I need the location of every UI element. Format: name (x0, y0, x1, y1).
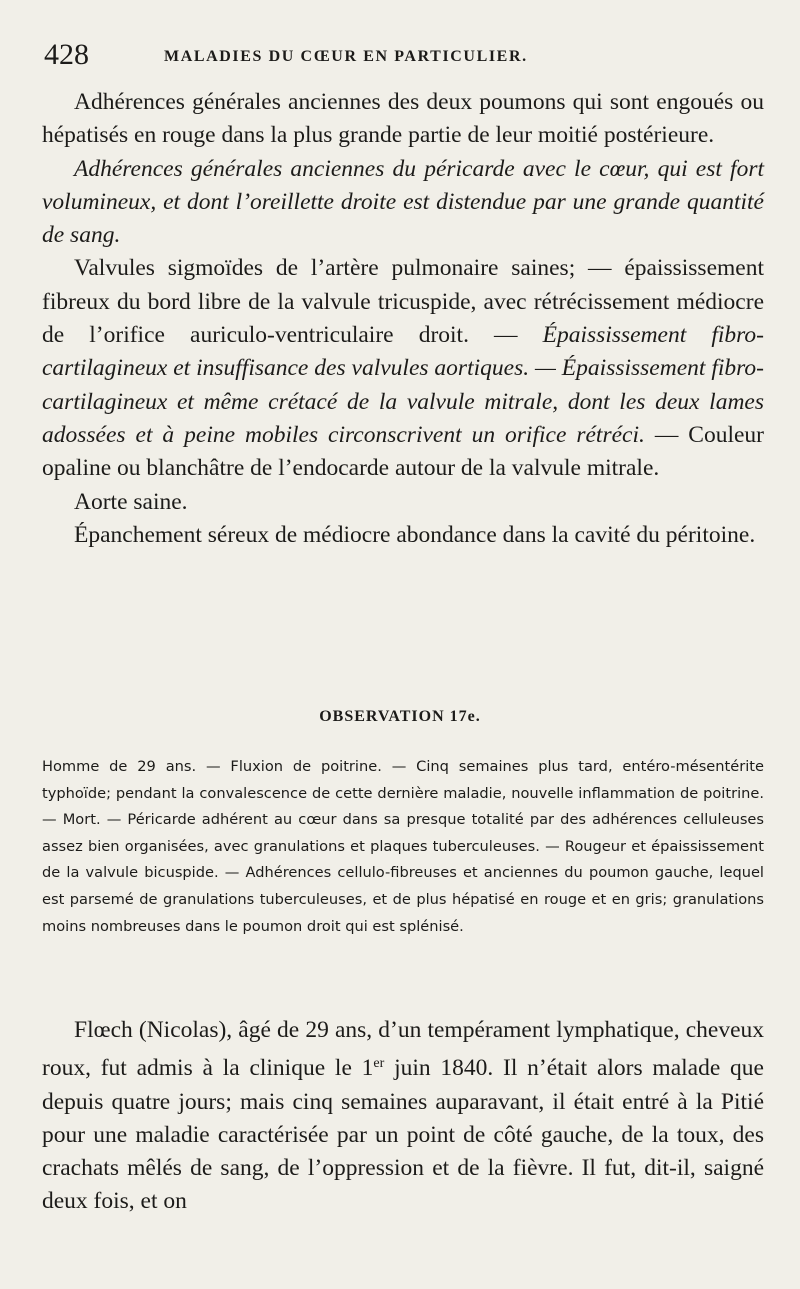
paragraph-case (42, 1014, 764, 1219)
paragraph-peritoneum: Épanchement séreux de médiocre abondance dans la cavité du péritoine. (74, 521, 756, 548)
page-number: 428 (44, 38, 89, 71)
page-header (44, 38, 764, 78)
observation-title: OBSERVATION 17e. (319, 708, 481, 725)
case-text-rest: juin 1840. Il n’était alors malade que depuis quatre jours; mais cinq semaines auparavant, il était entré à la Pitié pour une maladie caractérisée par un point de côté gauche, de la toux, des crachats mêlés de sang, de l’oppression et de la fièvre. Il fut, dit-il, saigné deux fois, et on (42, 1055, 764, 1215)
valves-text-roman: Valvules sigmoïdes de l’artère pulmonaire saines; — épaississement fibreux du bord libre de la valvule tricuspide, avec rétrécissement médiocre de l’orifice auriculo-ventriculaire droit. — (42, 255, 764, 349)
paragraph-lungs: Adhérences générales anciennes des deux poumons qui sont engoués ou hépatisés en rouge dans la plus grande partie de leur moitié postérieure. (42, 89, 764, 149)
case-history (42, 1014, 764, 1219)
valves-text-end: — Couleur opaline ou blanchâtre de l’endocarde autour de la valvule mitrale. (42, 421, 764, 482)
observation-summary (42, 754, 764, 940)
case-superscript: er (373, 1056, 385, 1072)
valves-text-italic: Épaississement fibro-cartilagineux et insuffisance des valvules aortiques. — Épaississement fibro-cartilagineux et même crétacé de la valvule mitrale, dont les deux lames adossées et à peine mobiles circonscrivent un orifice rétréci. (42, 322, 764, 448)
paragraph-pericardium: Adhérences générales anciennes du péricarde avec le cœur, qui est fort volumineux, et dont l’oreillette droite est distendue par une grande quantité de sang. (42, 155, 764, 249)
summary-text: Homme de 29 ans. — Fluxion de poitrine. — Cinq semaines plus tard, entéro-mésentérite typhoïde; pendant la convalescence de cette dernière maladie, nouvelle inflammation de poitrine. — Mort. — Péricarde adhérent au cœur dans sa presque totalité par des adhérences celluleuses assez bien organisées, avec granulations et plaques tuberculeuses. — Rougeur et épaississement de la valvule bicuspide. — Adhérences cellulo-fibreuses et anciennes du poumon gauche, lequel est parsemé de granulations tuberculeuses, et de plus hépatisé en rouge et en gris; granulations moins nombreuses dans le poumon droit qui est splénisé. (42, 758, 764, 935)
autopsy-findings (42, 86, 764, 552)
paragraph-aorta: Aorte saine. (74, 488, 188, 515)
case-text-start: Flœch (Nicolas), âgé de 29 ans, d’un tempérament lymphatique, cheveux roux, fut admis à la clinique le 1 (42, 1017, 764, 1082)
running-head: MALADIES DU CŒUR EN PARTICULIER. (164, 48, 528, 65)
paragraph-valves (42, 252, 764, 485)
